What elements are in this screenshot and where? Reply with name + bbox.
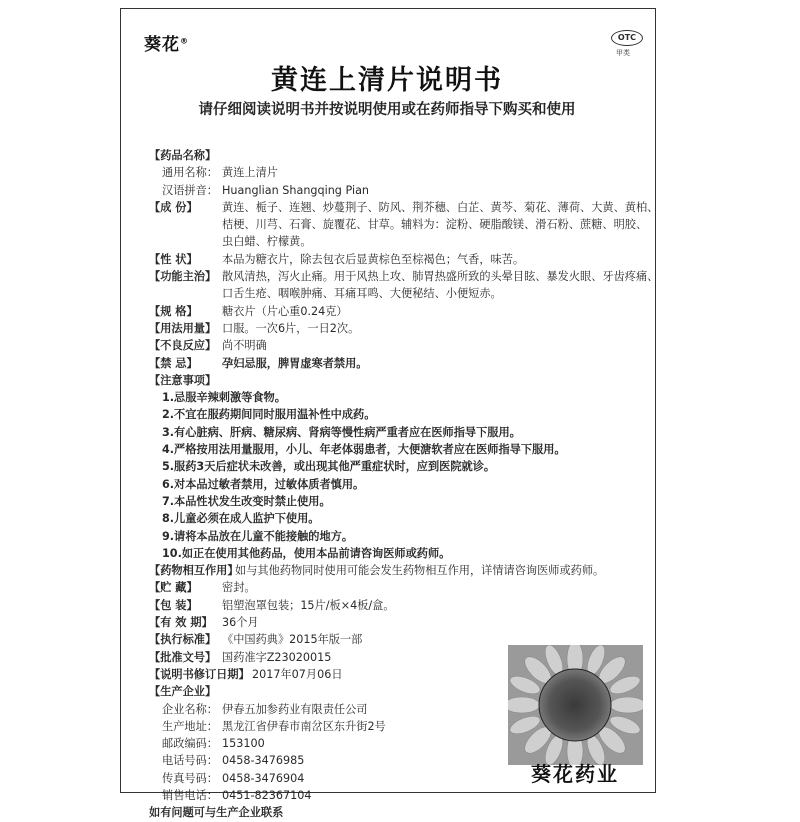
- contact-hint: 如有问题可与生产企业联系: [149, 806, 284, 820]
- composition-row-2: 桔梗、川芎、石膏、旋覆花、甘草。辅料为：淀粉、硬脂酸镁、滑石粉、蔗糖、明胶、: [222, 218, 648, 232]
- precautions-heading: 【注意事项】: [149, 373, 217, 387]
- approval-row: 【批准文号】 国药准字Z23020015: [149, 650, 332, 664]
- character-row: 【性 状】 本品为糖衣片，除去包衣后显黄棕色至棕褐色；气香，味苦。: [149, 252, 525, 266]
- composition-row: 【成 份】 黄连、栀子、连翘、炒蔓荆子、防风、荆芥穗、白芷、黄芩、菊花、薄荷、大黄、黄柏、: [149, 200, 659, 214]
- precaution-item: 8.儿童必须在成人监护下使用。: [162, 512, 320, 526]
- document-title: 黄连上清片说明书: [271, 65, 503, 96]
- adverse-row: 【不良反应】 尚不明确: [149, 339, 267, 353]
- generic-name-row: 通用名称： 黄连上清片: [162, 166, 278, 180]
- precaution-item: 4.严格按用法用量服用，小儿、年老体弱患者，大便溏软者应在医师指导下服用。: [162, 443, 566, 457]
- interaction-row: 【药物相互作用】 如与其他药物同时使用可能会发生药物相互作用，详情请咨询医师或药师。: [149, 564, 605, 578]
- document-subtitle: 请仔细阅读说明书并按说明使用或在药师指导下购买和使用: [198, 102, 576, 118]
- manufacturer-sales-row: 销售电话： 0451-82367104: [162, 788, 312, 802]
- composition-row-3: 虫白蜡、柠檬黄。: [222, 235, 312, 249]
- brand-bottom-logo: 葵花药业: [531, 762, 619, 786]
- revision-row: 【说明书修订日期】 2017年07月06日: [149, 667, 343, 681]
- brand-logo: 葵花®: [144, 35, 189, 55]
- manufacturer-name-row: 企业名称： 伊春五加参药业有限责任公司: [162, 702, 368, 716]
- otc-class: 甲类: [616, 49, 630, 57]
- otc-badge: OTC: [611, 30, 643, 46]
- contra-row: 【禁 忌】 孕妇忌服，脾胃虚寒者禁用。: [149, 356, 368, 370]
- precaution-item: 2.不宜在服药期间同时服用温补性中成药。: [162, 408, 376, 422]
- storage-row: 【贮 藏】 密封。: [149, 581, 256, 595]
- manufacturer-address-row: 生产地址： 黑龙江省伊春市南岔区东升街2号: [162, 719, 386, 733]
- precaution-item: 1.忌服辛辣刺激等食物。: [162, 391, 286, 405]
- manufacturer-heading: 【生产企业】: [149, 685, 217, 699]
- usage-row: 【用法用量】 口服。一次6片，一日2次。: [149, 321, 360, 335]
- manufacturer-zip-row: 邮政编码： 153100: [162, 737, 265, 751]
- standard-row: 【执行标准】 《中国药典》2015年版一部: [149, 633, 363, 647]
- drug-name-heading: 【药品名称】: [149, 149, 217, 162]
- sunflower-icon: [508, 645, 643, 765]
- manufacturer-phone-row: 电话号码： 0458-3476985: [162, 754, 305, 768]
- package-row: 【包 装】 铝塑泡罩包装；15片/板×4板/盒。: [149, 598, 395, 612]
- manufacturer-fax-row: 传真号码： 0458-3476904: [162, 771, 305, 785]
- precaution-item: 5.服药3天后症状未改善，或出现其他严重症状时，应到医院就诊。: [162, 460, 496, 474]
- validity-row: 【有 效 期】 36个月: [149, 616, 259, 630]
- precaution-item: 3.有心脏病、肝病、糖尿病、肾病等慢性病严重者应在医师指导下服用。: [162, 425, 521, 439]
- sunflower-image: [508, 645, 643, 790]
- precaution-item: 9.请将本品放在儿童不能接触的地方。: [162, 529, 354, 543]
- spec-row: 【规 格】 糖衣片（片心重0.24克）: [149, 304, 348, 318]
- precaution-item: 7.本品性状发生改变时禁止使用。: [162, 494, 331, 508]
- pinyin-row: 汉语拼音： Huanglian Shangqing Pian: [162, 183, 370, 197]
- precaution-item: 10.如正在使用其他药品，使用本品前请咨询医师或药师。: [162, 546, 451, 560]
- precaution-item: 6.对本品过敏者禁用，过敏体质者慎用。: [162, 477, 365, 491]
- indications-row: 【功能主治】 散风清热，泻火止痛。用于风热上攻、肺胃热盛所致的头晕目眩、暴发火眼、牙齿疼痛、: [149, 270, 659, 284]
- indications-row-2: 口舌生疮、咽喉肿痛、耳痛耳鸣、大便秘结、小便短赤。: [222, 287, 502, 301]
